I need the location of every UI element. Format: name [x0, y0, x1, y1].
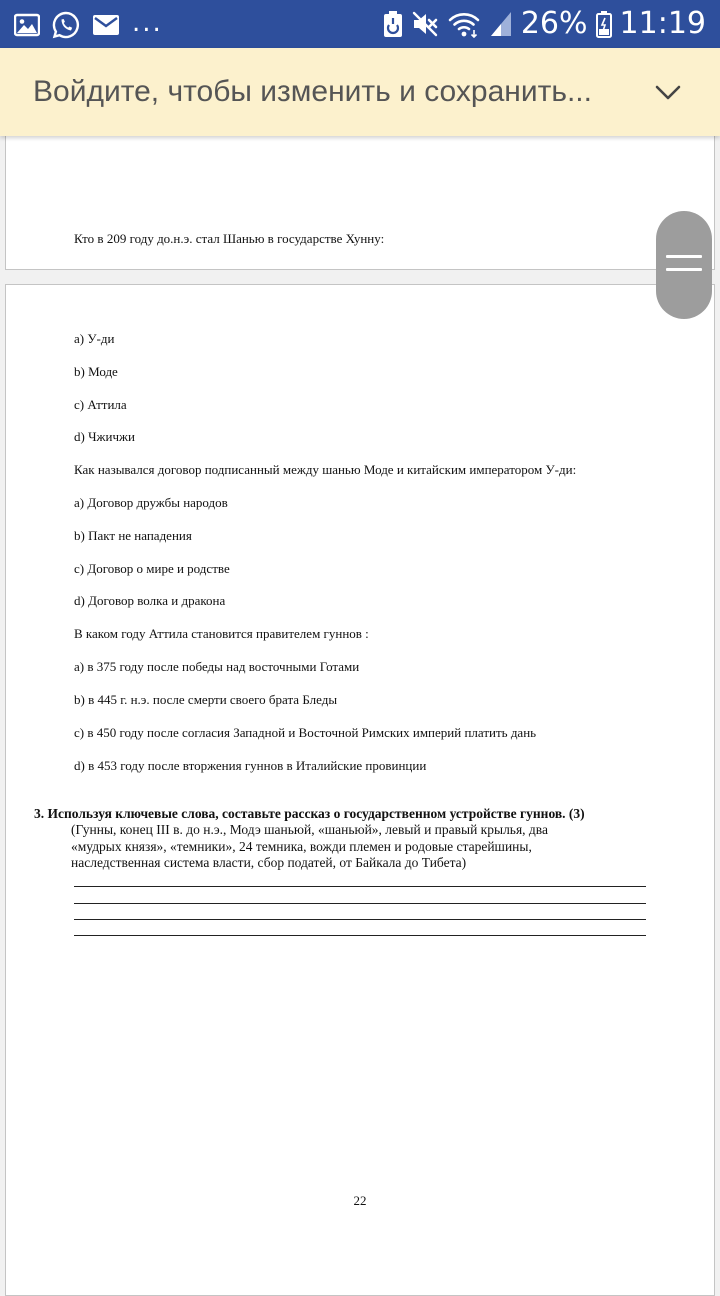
- sign-in-banner-text[interactable]: Войдите, чтобы изменить и сохранить...: [33, 75, 592, 108]
- signal-icon: [489, 10, 513, 38]
- drag-handle-icon: [666, 255, 702, 258]
- chevron-down-icon[interactable]: [652, 76, 684, 108]
- document-page: [5, 130, 715, 270]
- task-3: [34, 805, 674, 872]
- task-3-keywords: (Гунны, конец III в. до н.э., Модэ шаньюй, «шаньюй», левый и правый крылья, два «мудрых князя», «темники», 24 темника, вожди племен и родовые старейшины, наследственная система власти, сбор податей, от Байкала до Тибета): [71, 822, 548, 870]
- answer-line: [74, 886, 646, 887]
- battery-icon: [596, 10, 612, 38]
- drag-handle-icon: [666, 268, 702, 271]
- mail-icon: [92, 14, 120, 36]
- whatsapp-icon: [52, 11, 80, 39]
- answer-option: b) Моде: [74, 364, 118, 379]
- answer-line: [74, 919, 646, 920]
- sign-in-banner[interactable]: [0, 48, 720, 136]
- system-indicators: [383, 6, 706, 42]
- page-number: 22: [353, 1193, 367, 1208]
- notification-icons: [14, 10, 163, 40]
- answer-option: d) Чжичжи: [74, 429, 135, 444]
- answer-line: [74, 903, 646, 904]
- answer-option: c) Аттила: [74, 397, 127, 412]
- wifi-icon: [447, 10, 481, 38]
- answer-option: b) Пакт не нападения: [74, 528, 192, 543]
- answer-line: [74, 935, 646, 936]
- status-bar: [0, 0, 720, 48]
- question-text: Кто в 209 году до.н.э. стал Шанью в государстве Хунну:: [74, 231, 385, 246]
- answer-option: c) в 450 году после согласия Западной и Восточной Римских империй платить дань: [74, 725, 537, 740]
- answer-option: c) Договор о мире и родстве: [74, 561, 230, 576]
- gallery-icon: [14, 13, 40, 37]
- question-text: Как назывался договор подписанный между шанью Моде и китайским императором У-ди:: [74, 462, 577, 477]
- answer-option: d) в 453 году после вторжения гуннов в Италийские провинции: [74, 758, 427, 773]
- battery-saver-icon: [383, 10, 403, 38]
- battery-percent: 26%: [520, 6, 588, 41]
- clock: 11:19: [619, 6, 706, 41]
- question-text: В каком году Аттила становится правителем гуннов :: [74, 626, 369, 641]
- task-3-title: 3. Используя ключевые слова, составьте рассказ о государственном устройстве гуннов. (3): [34, 806, 585, 821]
- scroll-handle[interactable]: [656, 211, 712, 319]
- answer-option: d) Договор волка и дракона: [74, 593, 226, 608]
- document-page: [5, 284, 715, 1296]
- answer-option: а) Договор дружбы народов: [74, 495, 228, 510]
- answer-option: а) У-ди: [74, 331, 115, 346]
- answer-option: b) в 445 г. н.э. после смерти своего брата Бледы: [74, 692, 338, 707]
- answer-option: а) в 375 году после победы над восточными Готами: [74, 659, 360, 674]
- mute-icon: [411, 10, 439, 38]
- more-notifications-indicator: ...: [132, 8, 163, 38]
